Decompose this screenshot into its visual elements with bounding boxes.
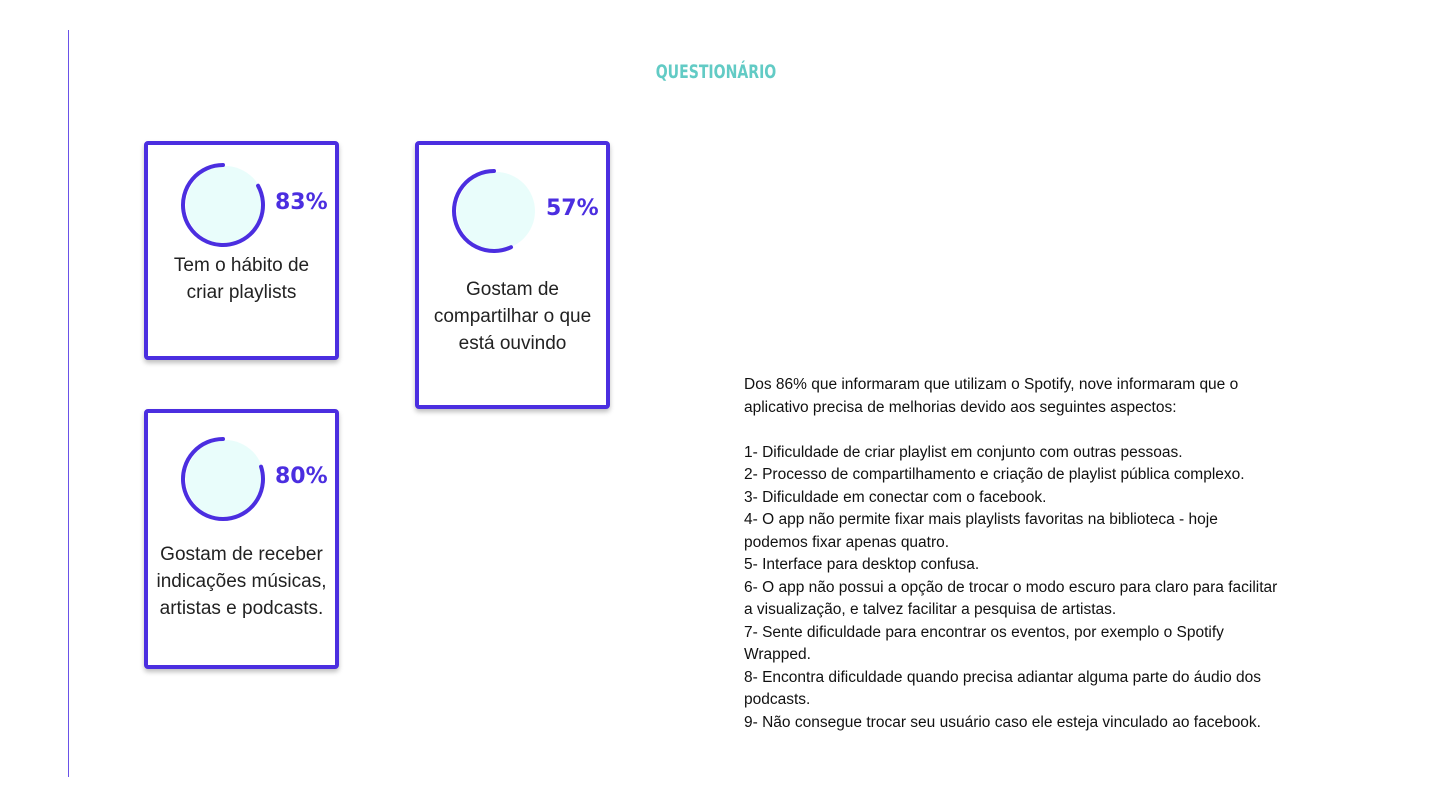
stat-percent: 80% [275,464,328,489]
stat-card-sharing [415,141,610,409]
notes-item: 2- Processo de compartilhamento e criação de playlist pública complexo. [744,466,1245,483]
notes-item: 6- O app não possui a opção de trocar o modo escuro para claro para facilitar a visualização, e talvez facilitar a pesquisa de artistas. [744,578,1278,618]
stat-label [148,252,335,306]
stat-label-line: Gostam de receber [160,544,323,565]
stat-label-line: Gostam de [466,279,559,300]
donut-chart [449,166,539,256]
stat-label-line: está ouvindo [458,333,567,354]
notes-item: 5- Interface para desktop confusa. [744,556,980,573]
stat-label-line: Tem o hábito de [173,255,310,276]
notes-item: 4- O app não permite fixar mais playlists favoritas na biblioteca - hoje podemos fixar apenas quatro. [744,511,1218,551]
page-title: QUESTIONÁRIO [655,61,777,83]
stat-label [419,276,606,357]
stat-label-line: indicações músicas, [156,571,327,592]
notes-item: 8- Encontra dificuldade quando precisa adiantar alguma parte do áudio dos podcasts. [744,668,1262,708]
survey-notes [744,374,1284,734]
stat-percent: 83% [275,190,328,215]
stat-label-line: artistas e podcasts. [159,598,324,619]
stat-label-line: compartilhar o que [433,306,592,327]
notes-item: 7- Sente dificuldade para encontrar os eventos, por exemplo o Spotify Wrapped. [744,623,1224,663]
stat-percent: 57% [546,196,599,221]
left-divider-line [68,30,69,777]
donut-background [457,172,535,250]
donut-chart [178,160,268,250]
donut-chart [178,434,268,524]
notes-intro: Dos 86% que informaram que utilizam o Spotify, nove informaram que o aplicativo precisa de melhorias devido aos seguintes aspectos: [744,376,1239,416]
stat-card-recommendations [144,409,339,669]
notes-item: 3- Dificuldade em conectar com o facebook. [744,488,1047,506]
notes-item: 1- Dificuldade de criar playlist em conjunto com outras pessoas. [744,443,1183,461]
stat-label-line: criar playlists [186,282,297,303]
stat-label [148,541,335,622]
stat-card-playlists [144,141,339,360]
notes-item: 9- Não consegue trocar seu usuário caso ele esteja vinculado ao facebook. [744,713,1261,731]
